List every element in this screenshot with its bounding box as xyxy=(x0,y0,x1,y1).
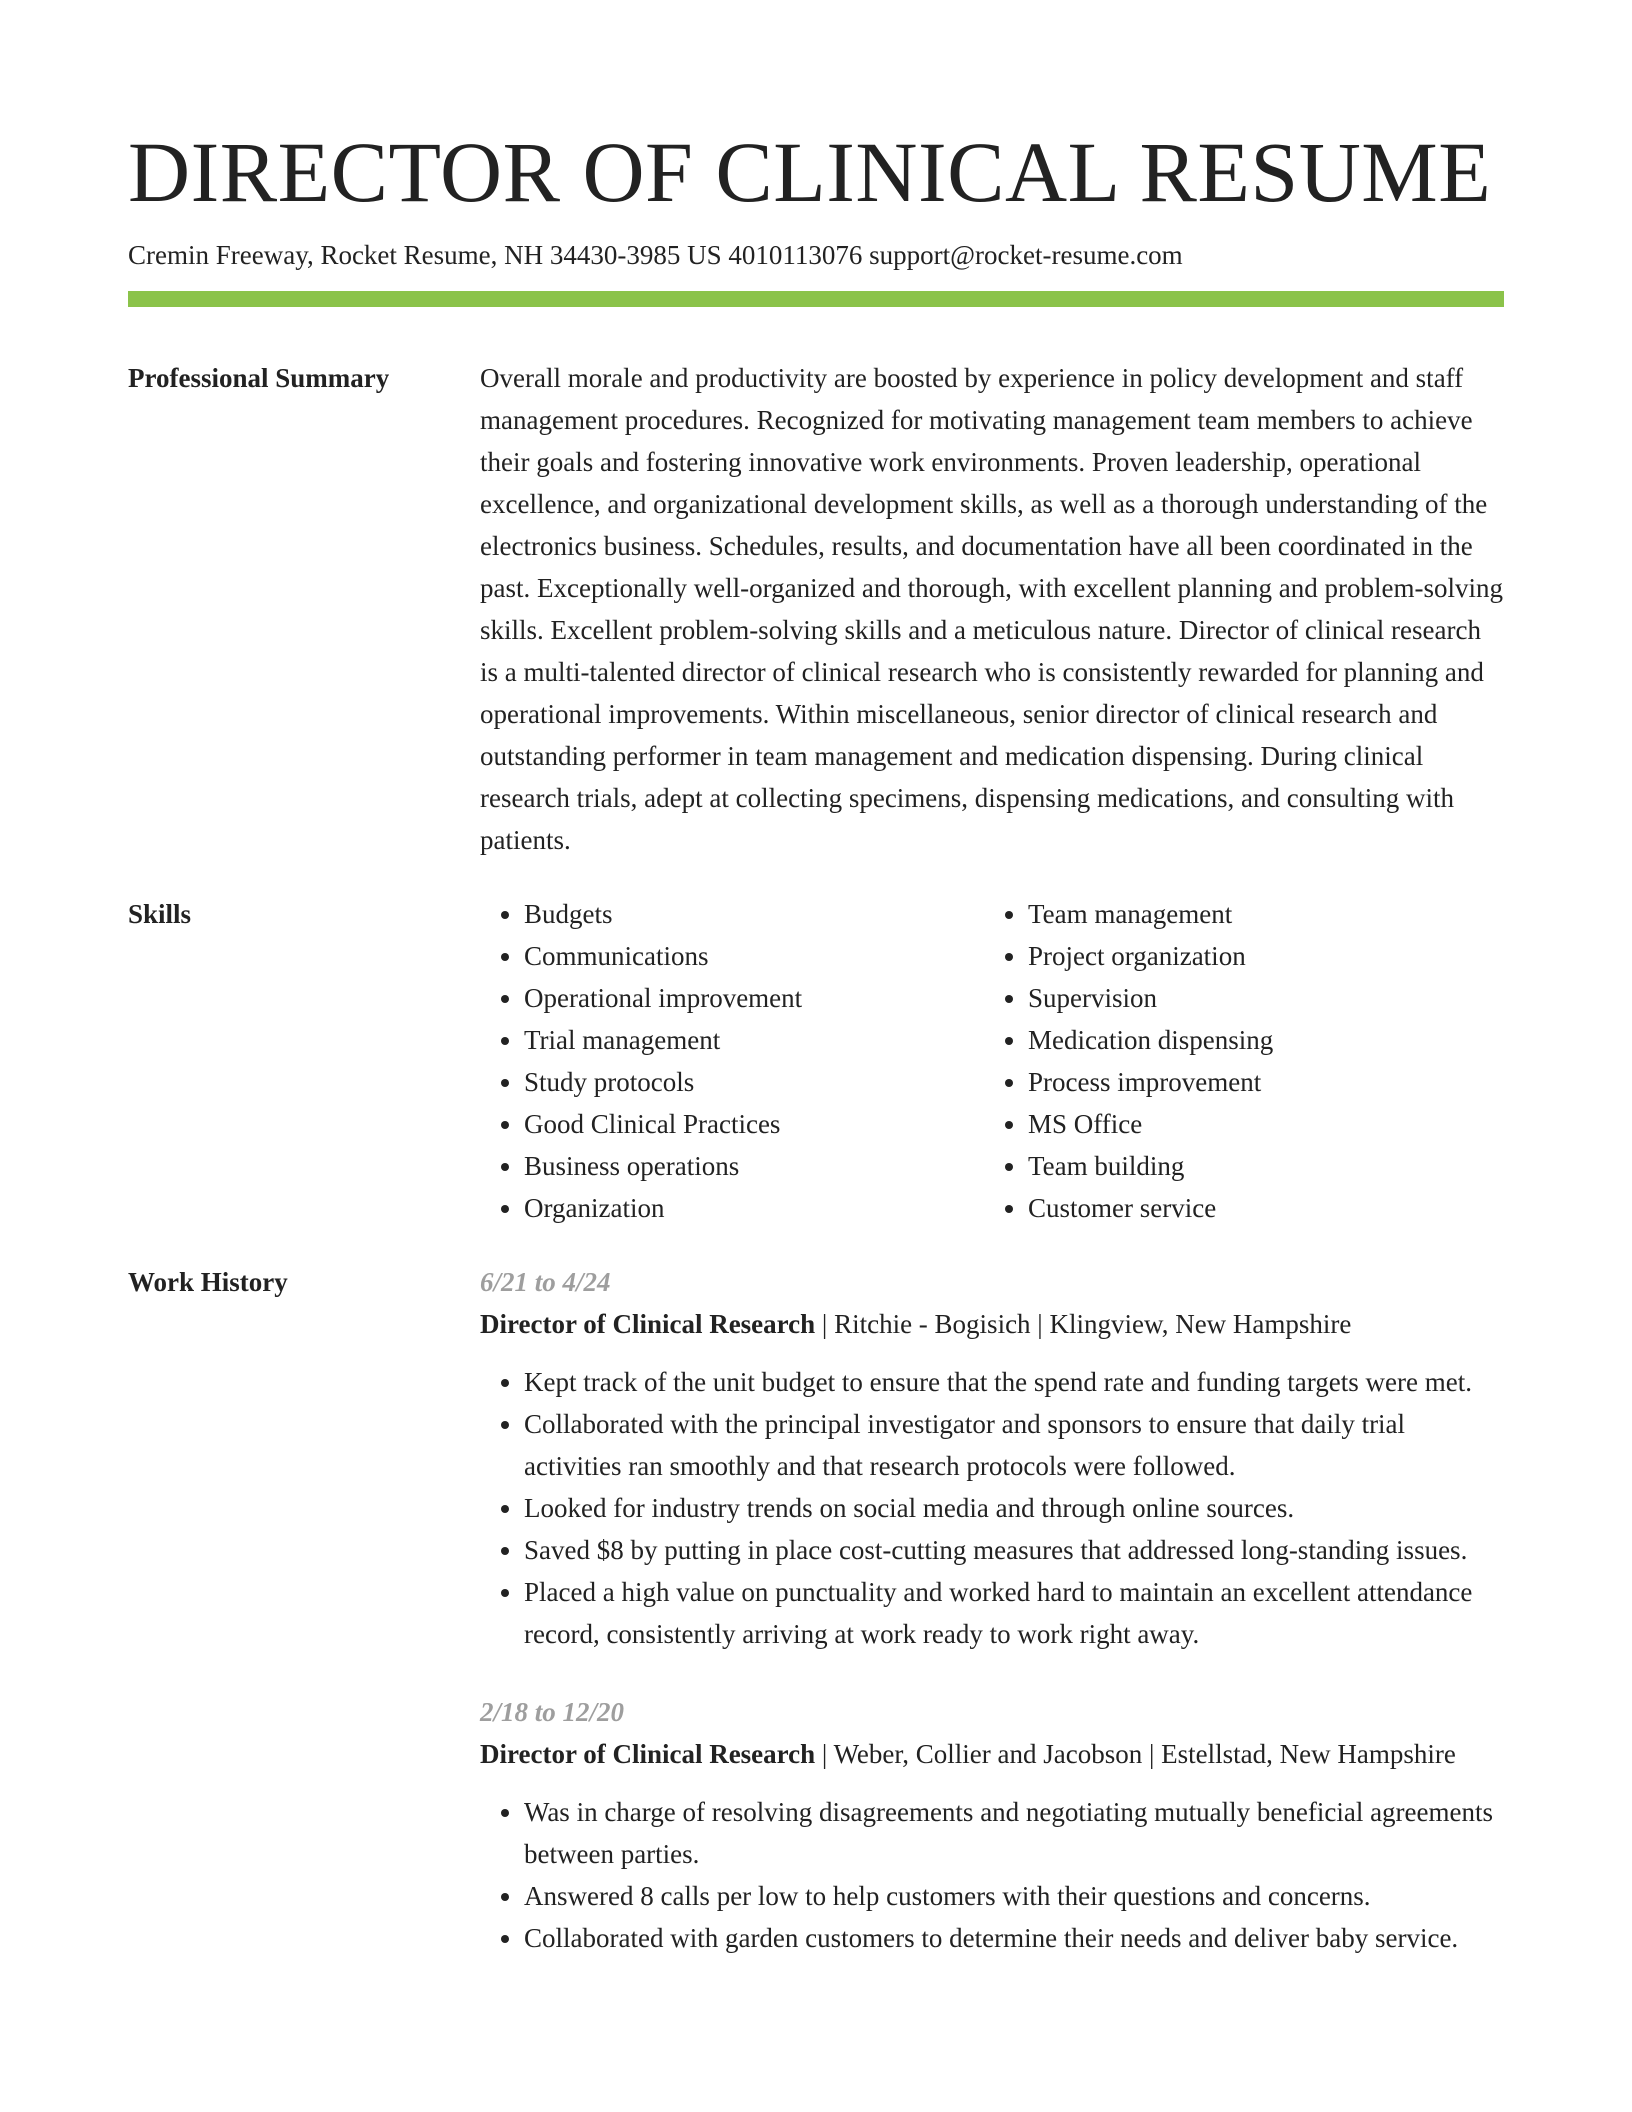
skill-item: • Study protocols xyxy=(524,1061,984,1103)
job-entry xyxy=(480,1691,1504,1959)
skill-item: • Team management xyxy=(1028,893,1488,935)
resume-title: DIRECTOR OF CLINICAL RESUME xyxy=(128,124,1492,220)
job-bullet: • Collaborated with garden customers to determine their needs and deliver baby service. xyxy=(524,1917,1504,1959)
skills-columns xyxy=(480,893,1504,1229)
job-entry xyxy=(480,1261,1504,1655)
skill-item: • Communications xyxy=(524,935,984,977)
work-history-heading: Work History xyxy=(128,1267,288,1297)
skill-item: • Trial management xyxy=(524,1019,984,1061)
skill-item: • MS Office xyxy=(1028,1103,1488,1145)
skill-item: • Medication dispensing xyxy=(1028,1019,1488,1061)
skills-heading: Skills xyxy=(128,899,192,929)
job-heading xyxy=(480,1733,1504,1775)
skill-item: • Organization xyxy=(524,1187,984,1229)
job-employer: | Ritchie - Bogisich | Klingview, New Hampshire xyxy=(815,1309,1352,1339)
work-history-section xyxy=(128,1261,1504,1959)
skill-item: • Operational improvement xyxy=(524,977,984,1019)
summary-section xyxy=(128,357,1504,861)
skills-list-right xyxy=(984,893,1488,1229)
summary-body xyxy=(480,357,1504,861)
skill-item: • Business operations xyxy=(524,1145,984,1187)
job-bullet: • Placed a high value on punctuality and worked hard to maintain an excellent attendance record, consistently arriving at work ready to work right away. xyxy=(524,1571,1504,1655)
skill-item: • Customer service xyxy=(1028,1187,1488,1229)
job-title: Director of Clinical Research xyxy=(480,1739,816,1769)
job-title: Director of Clinical Research xyxy=(480,1309,816,1339)
skill-item: • Project organization xyxy=(1028,935,1488,977)
job-bullets xyxy=(480,1361,1504,1655)
header-divider xyxy=(128,291,1504,307)
skills-body xyxy=(480,893,1504,1229)
work-history-body xyxy=(480,1261,1504,1959)
summary-text: Overall morale and productivity are boosted by experience in policy development and staff management procedures. Recognized for motivating management team members to achieve their goals and fostering innovative work environments. Proven leadership, operational excellence, and organizational development skills, as well as a thorough understanding of the electronics business. Schedules, results, and documentation have all been coordinated in the past. Exceptionally well-organized and thorough, with excellent planning and problem-solving skills. Excellent problem-solving skills and a meticulous nature. Director of clinical research is a multi-talented director of clinical research who is consistently rewarded for planning and operational improvements. Within miscellaneous, senior director of clinical research and outstanding performer in team management and medication dispensing. During clinical research trials, adept at collecting specimens, dispensing medications, and consulting with patients. xyxy=(480,363,1503,855)
skills-section xyxy=(128,893,1504,1229)
job-employer: | Weber, Collier and Jacobson | Estellstad, New Hampshire xyxy=(815,1739,1456,1769)
job-heading xyxy=(480,1303,1504,1345)
job-bullet: • Kept track of the unit budget to ensure that the spend rate and funding targets were met. xyxy=(524,1361,1504,1403)
job-bullet: • Saved $8 by putting in place cost-cutting measures that addressed long-standing issues. xyxy=(524,1529,1504,1571)
job-bullet: • Was in charge of resolving disagreements and negotiating mutually beneficial agreements between parties. xyxy=(524,1791,1504,1875)
job-dates: 2/18 to 12/20 xyxy=(480,1697,625,1727)
skill-item: • Good Clinical Practices xyxy=(524,1103,984,1145)
job-bullet: • Collaborated with the principal investigator and sponsors to ensure that daily trial activities ran smoothly and that research protocols were followed. xyxy=(524,1403,1504,1487)
skill-item: • Team building xyxy=(1028,1145,1488,1187)
skill-item: • Process improvement xyxy=(1028,1061,1488,1103)
summary-heading: Professional Summary xyxy=(128,363,390,393)
resume-page xyxy=(128,0,1504,1959)
skill-item: • Supervision xyxy=(1028,977,1488,1019)
job-bullets xyxy=(480,1791,1504,1959)
contact-line: Cremin Freeway, Rocket Resume, NH 34430-3985 US 4010113076 support@rocket-resume.com xyxy=(128,240,1183,270)
skills-list-left xyxy=(480,893,984,1229)
skill-item: • Budgets xyxy=(524,893,984,935)
job-dates: 6/21 to 4/24 xyxy=(480,1267,611,1297)
job-bullet: • Answered 8 calls per low to help customers with their questions and concerns. xyxy=(524,1875,1504,1917)
job-bullet: • Looked for industry trends on social media and through online sources. xyxy=(524,1487,1504,1529)
